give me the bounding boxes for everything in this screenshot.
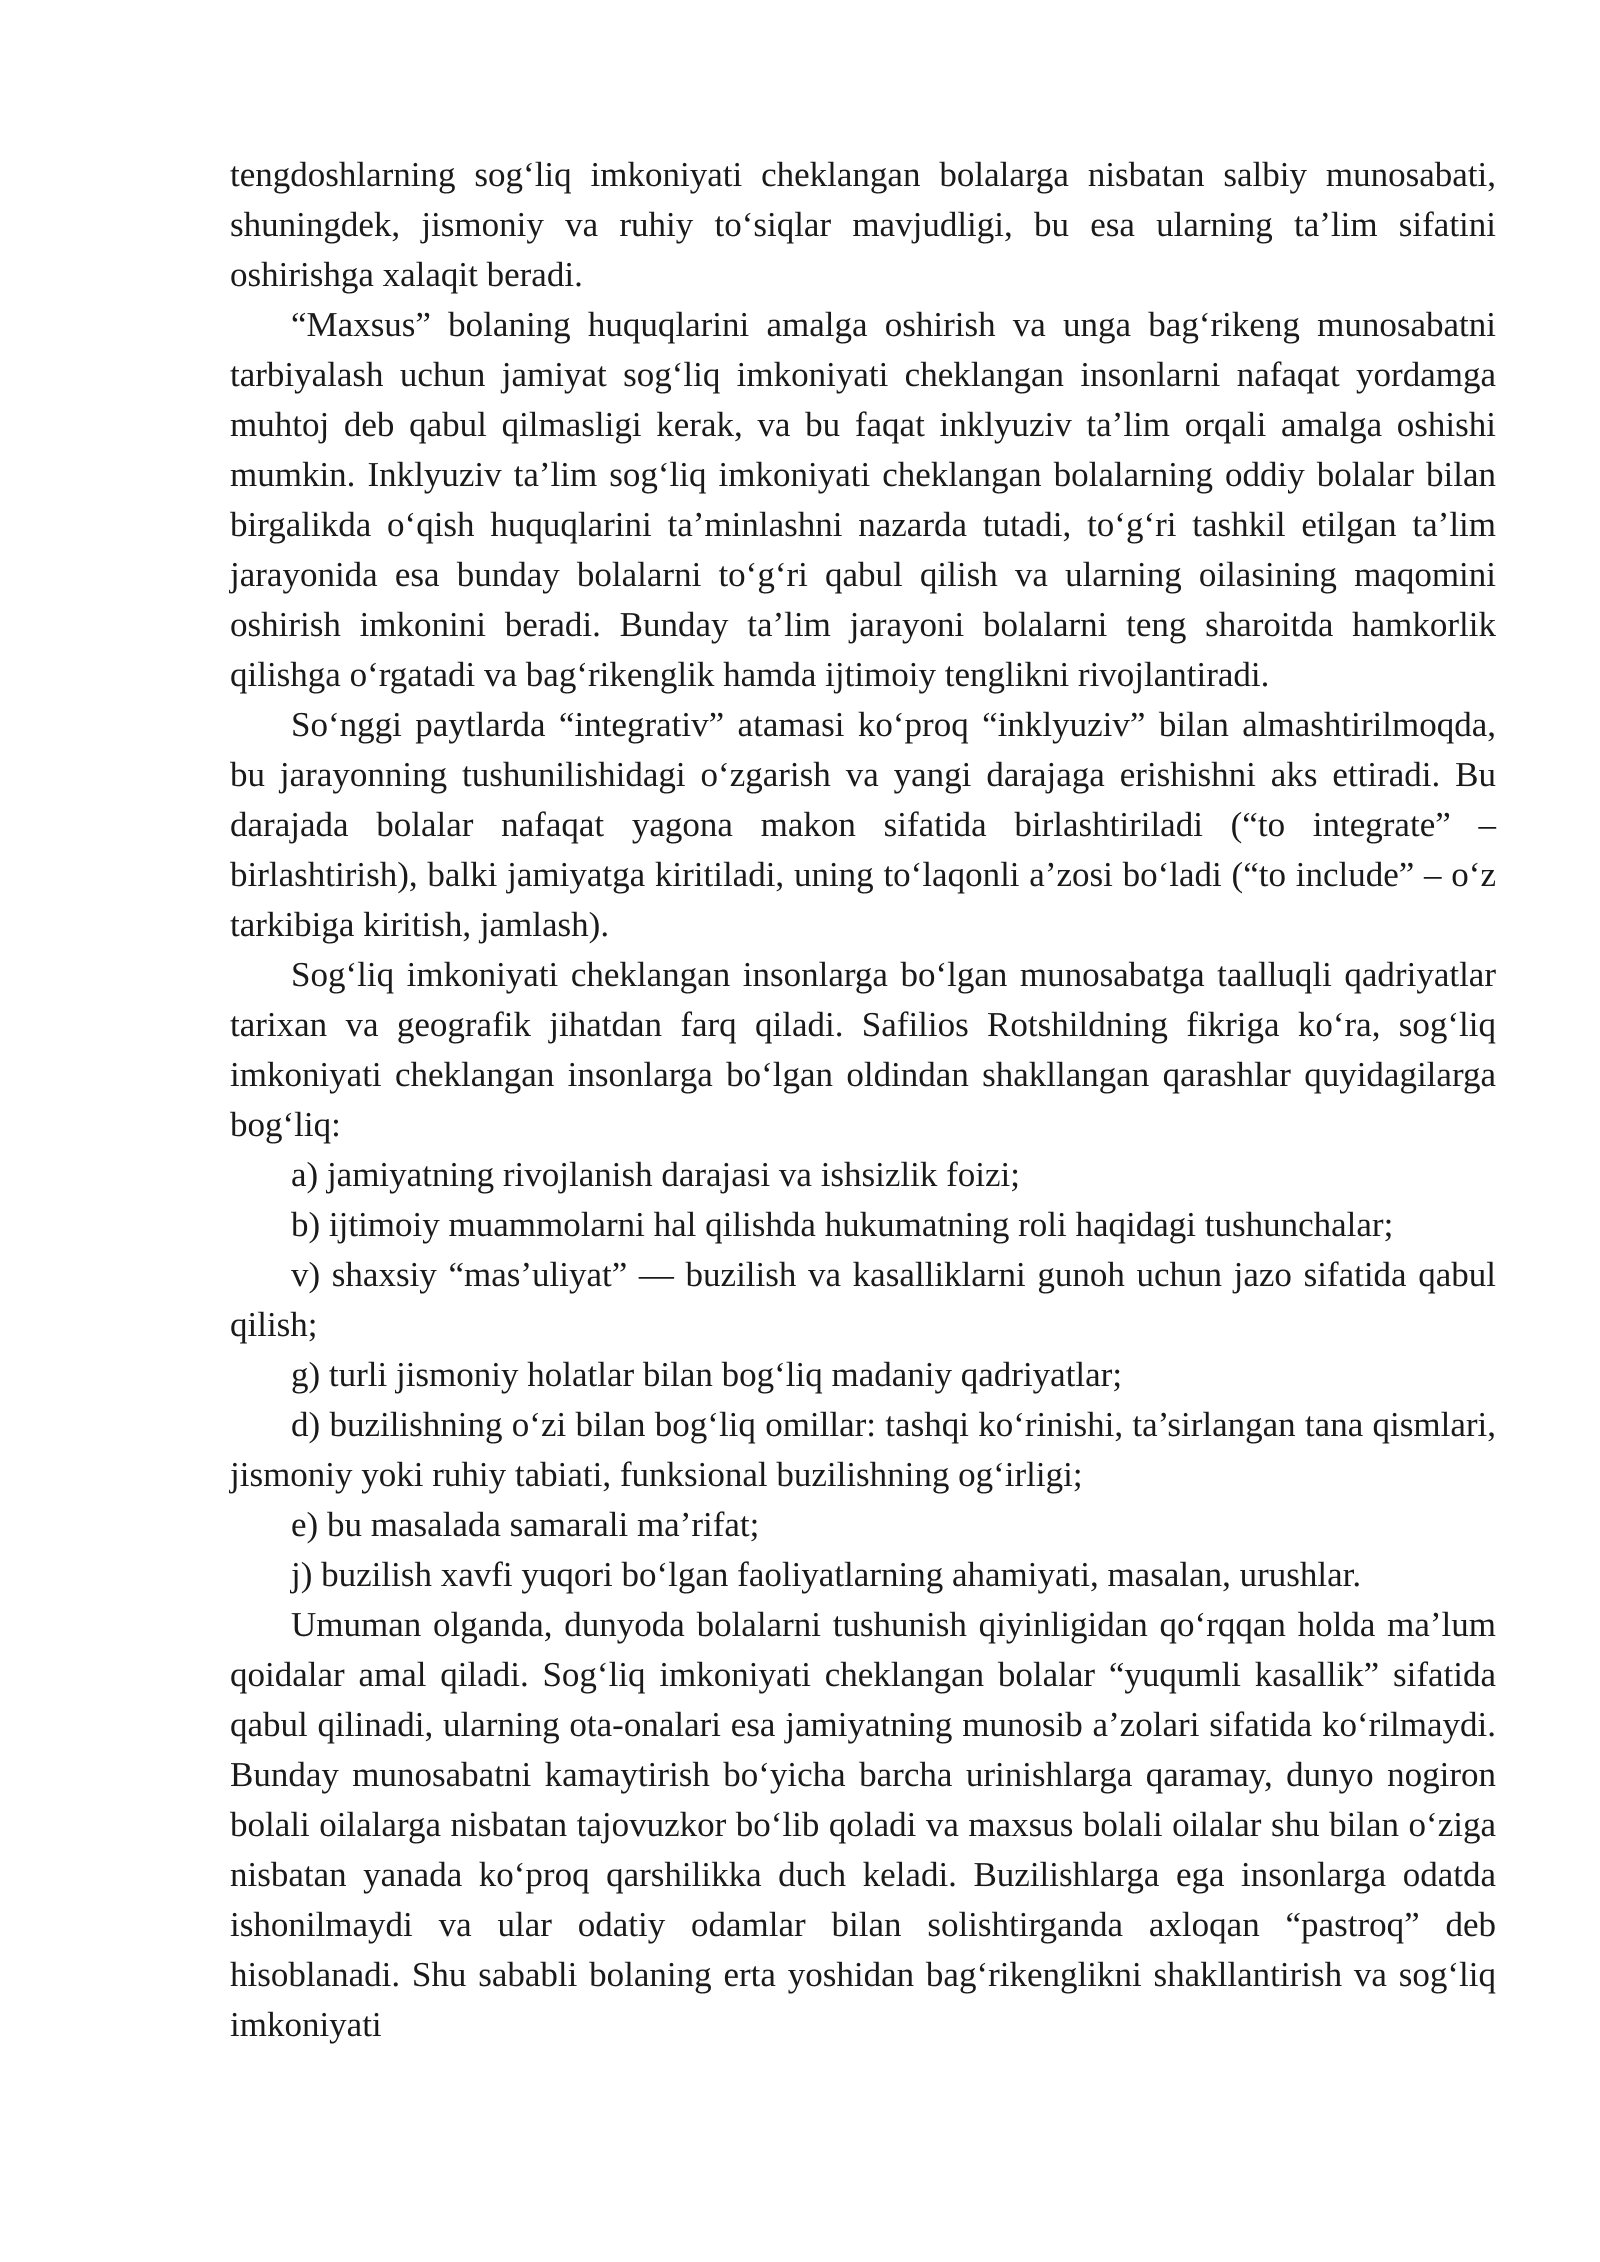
list-item-j: j) buzilish xavfi yuqori bo‘lgan faoliyatlarning ahamiyati, masalan, urushlar.	[291, 1555, 1362, 1594]
list-item-d: d) buzilishning o‘zi bilan bog‘liq omillar: tashqi ko‘rinishi, ta’sirlangan tana qismlari, jismoniy yoki ruhiy tabiati, funksional buzilishning og‘irligi;	[230, 1405, 1496, 1494]
paragraph-continuation: tengdoshlarning sog‘liq imkoniyati cheklangan bolalarga nisbatan salbiy munosabati, shuningdek, jismoniy va ruhiy to‘siqlar mavjudligi, bu esa ularning ta’lim sifatini oshirishga xalaqit beradi.	[230, 155, 1496, 294]
list-item-g: g) turli jismoniy holatlar bilan bog‘liq madaniy qadriyatlar;	[291, 1355, 1123, 1394]
list-item-v: v) shaxsiy “mas’uliyat” — buzilish va kasalliklarni gunoh uchun jazo sifatida qabul qilish;	[230, 1255, 1496, 1344]
paragraph-special-child-rights: “Maxsus” bolaning huquqlarini amalga oshirish va unga bag‘rikeng munosabatni tarbiyalash uchun jamiyat sog‘liq imkoniyati cheklangan insonlarni nafaqat yordamga muhtoj deb qabul qilmasligi kerak, va bu faqat inklyuziv ta’lim orqali amalga oshishi mumkin. Inklyuziv ta’lim sog‘liq imkoniyati cheklangan bolalarning oddiy bolalar bilan birgalikda o‘qish huquqlarini ta’minlashni nazarda tutadi, to‘g‘ri tashkil etilgan ta’lim jarayonida esa bunday bolalarni to‘g‘ri qabul qilish va ularning oilasining maqomini oshirish imkonini beradi. Bunday ta’lim jarayoni bolalarni teng sharoitda hamkorlik qilishga o‘rgatadi va bag‘rikenglik hamda ijtimoiy tenglikni rivojlantiradi.	[230, 305, 1496, 694]
list-item-a: a) jamiyatning rivojlanish darajasi va ishsizlik foizi;	[291, 1155, 1020, 1194]
paragraph-general-conclusion: Umuman olganda, dunyoda bolalarni tushunish qiyinligidan qo‘rqqan holda ma’lum qoidalar amal qiladi. Sog‘liq imkoniyati cheklangan bolalar “yuqumli kasallik” sifatida qabul qilinadi, ularning ota-onalari esa jamiyatning munosib a’zolari sifatida ko‘rilmaydi. Bunday munosabatni kamaytirish bo‘yicha barcha urinishlarga qaramay, dunyo nogiron bolali oilalarga nisbatan tajovuzkor bo‘lib qoladi va maxsus bolali oilalar shu bilan o‘ziga nisbatan yanada ko‘proq qarshilikka duch keladi. Buzilishlarga ega insonlarga odatda ishonilmaydi va ular odatiy odamlar bilan solishtirganda axloqan “pastroq” deb hisoblanadi. Shu sababli bolaning erta yoshidan bag‘rikenglikni shakllantirish va sog‘liq imkoniyati	[230, 1605, 1496, 2044]
list-item-b: b) ijtimoiy muammolarni hal qilishda hukumatning roli haqidagi tushunchalar;	[291, 1205, 1394, 1244]
document-page	[230, 150, 1496, 2050]
paragraph-values-rothschild: Sog‘liq imkoniyati cheklangan insonlarga bo‘lgan munosabatga taalluqli qadriyatlar tarixan va geografik jihatdan farq qiladi. Safilios Rotshildning fikriga ko‘ra, sog‘liq imkoniyati cheklangan insonlarga bo‘lgan oldindan shakllangan qarashlar quyidagilarga bog‘liq:	[230, 955, 1496, 1144]
list-item-e: e) bu masalada samarali ma’rifat;	[291, 1505, 760, 1544]
paragraph-integrative-inclusive: So‘nggi paytlarda “integrativ” atamasi ko‘proq “inklyuziv” bilan almashtirilmoqda, bu jarayonning tushunilishidagi o‘zgarish va yangi darajaga erishishni aks ettiradi. Bu darajada bolalar nafaqat yagona makon sifatida birlashtiriladi (“to integrate” – birlashtirish), balki jamiyatga kiritiladi, uning to‘laqonli a’zosi bo‘ladi (“to include” – o‘z tarkibiga kiritish, jamlash).	[230, 705, 1496, 944]
